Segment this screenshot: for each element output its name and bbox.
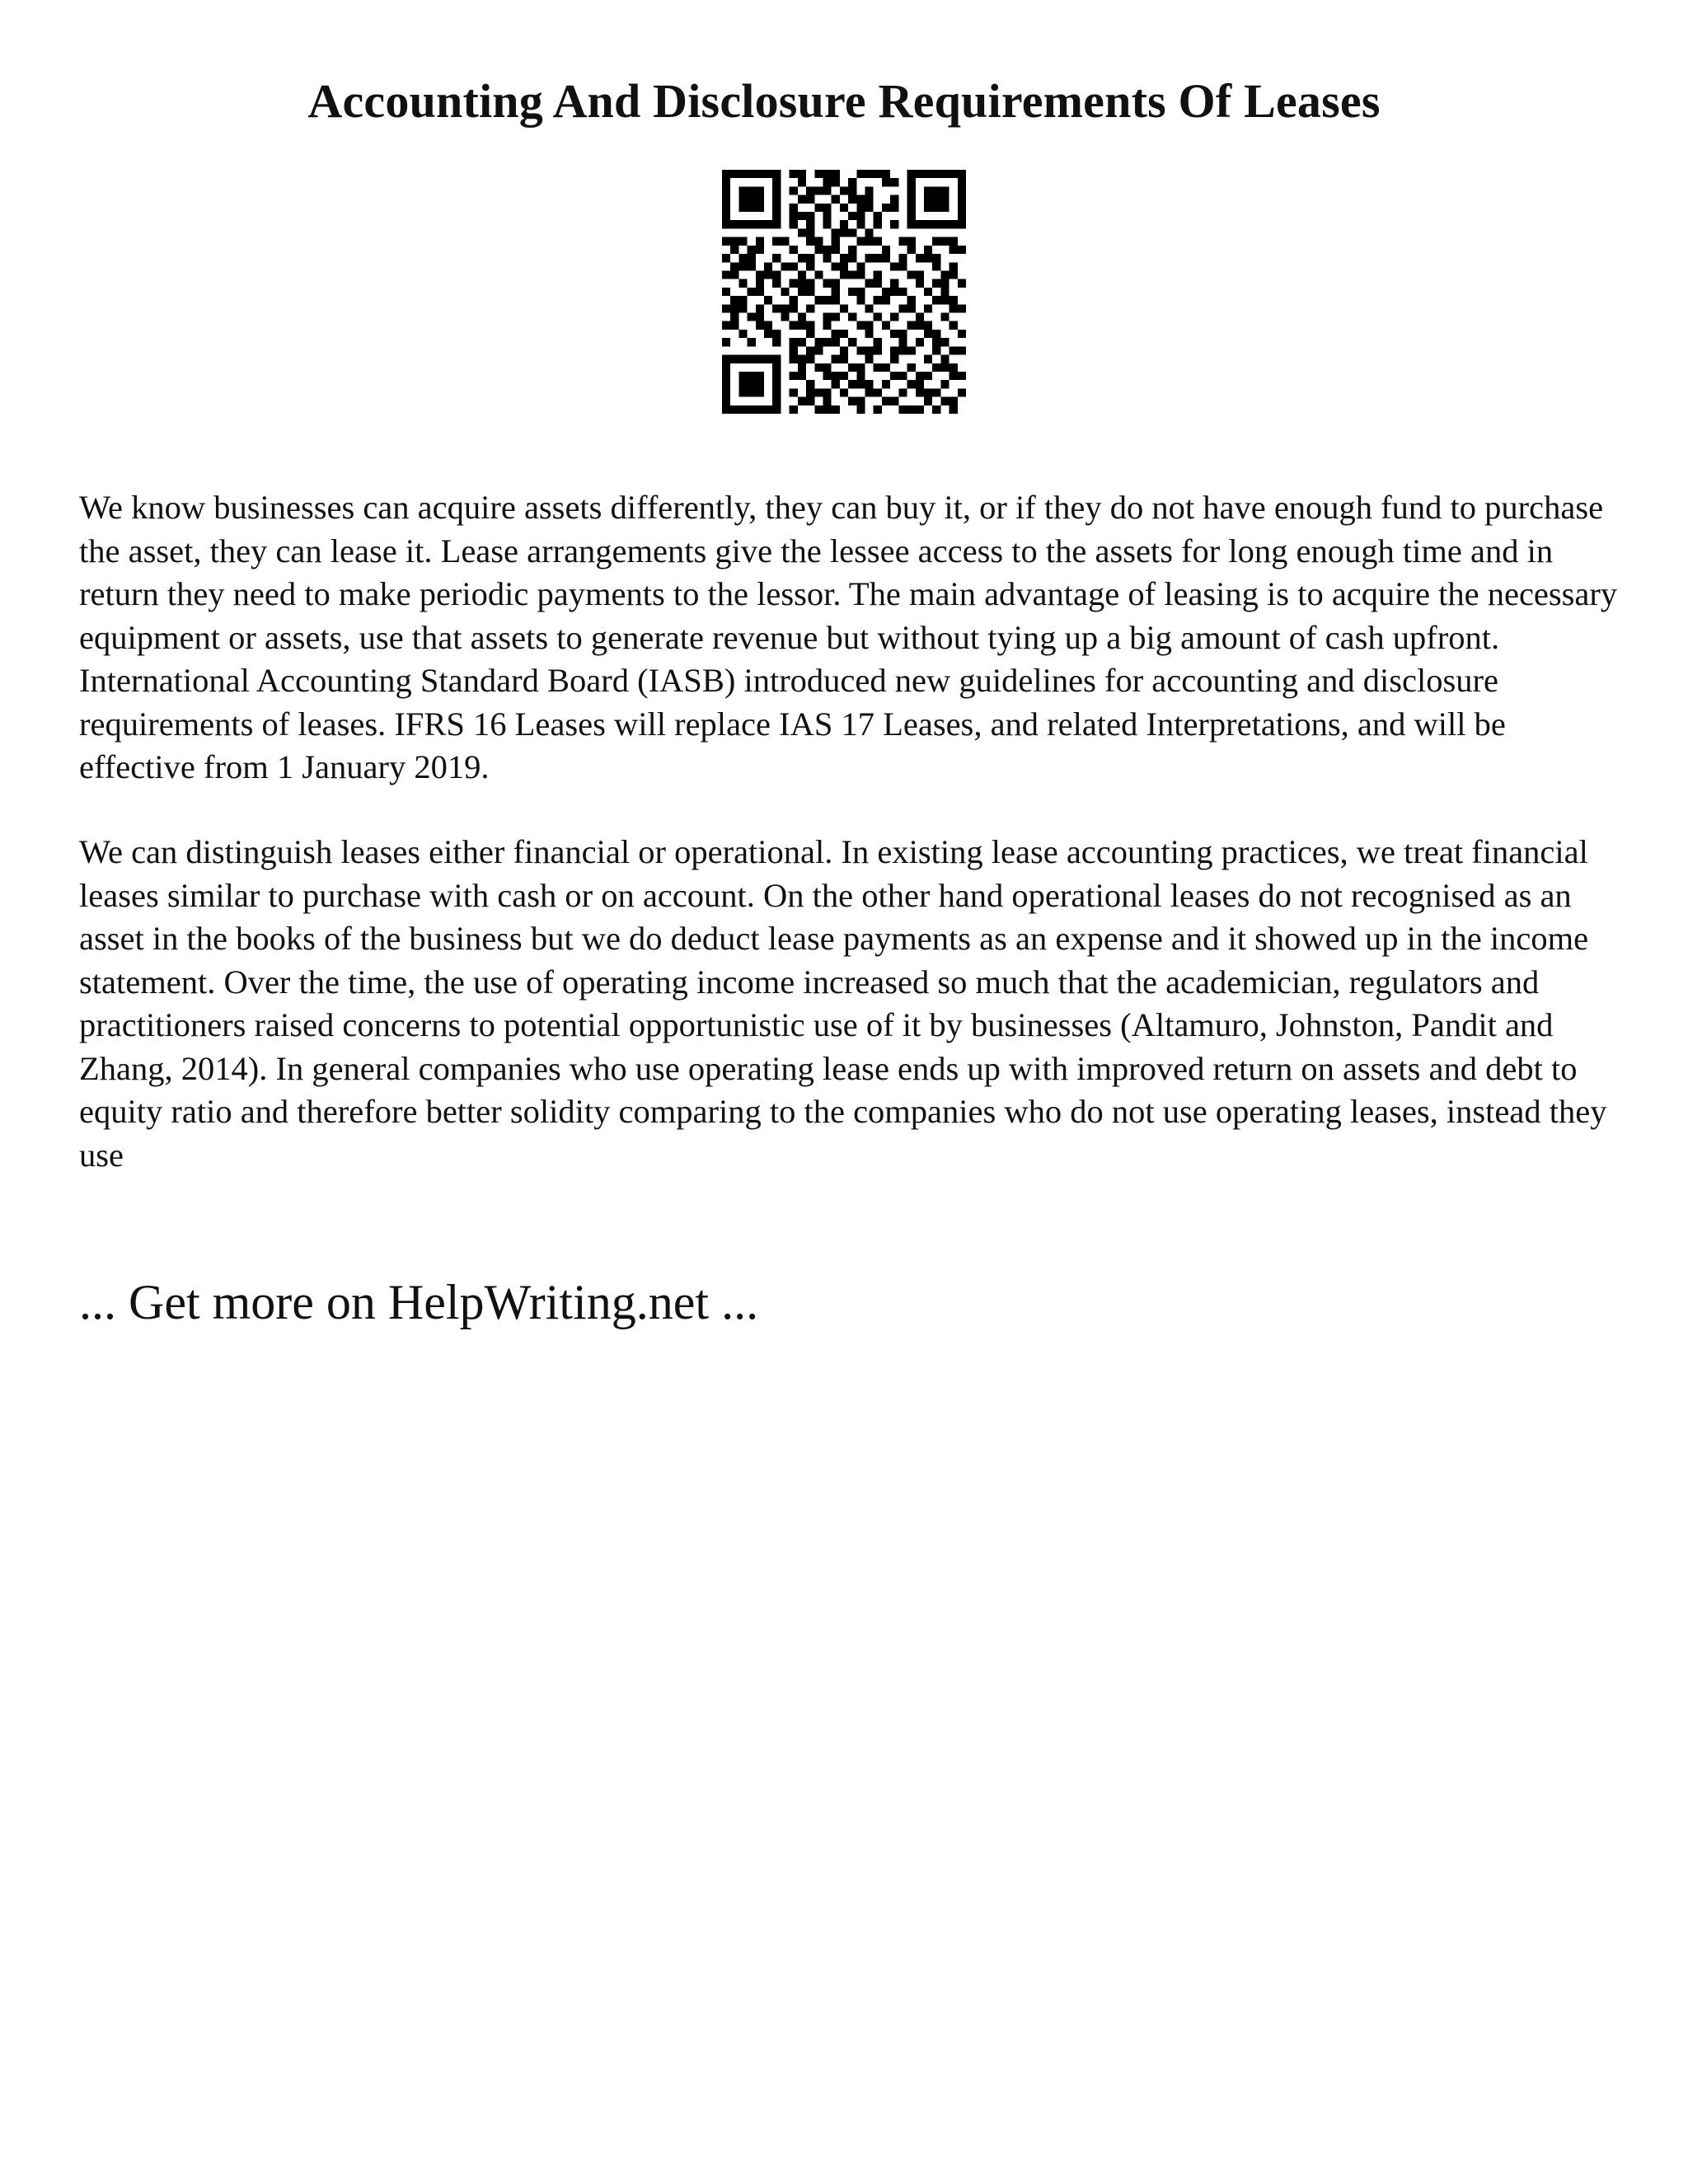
body-paragraph: We know businesses can acquire assets differently, they can buy it, or if they do not have enough fund to purchase the asset, they can lease it. Lease arrangements give the lessee access to the assets for long enough time and in return they need to make periodic payments to the lessor. The main advantage of leasing is to acquire the necessary equipment or assets, use that assets to generate revenue but without tying up a big amount of cash upfront. International Accounting Standard Board (IASB) introduced new guidelines for accounting and disclosure requirements of leases. IFRS 16 Leases will replace IAS 17 Leases, and related Interpretations, and will be effective from 1 January 2019.: [79, 489, 1618, 785]
qr-code-icon: [722, 170, 966, 414]
body-paragraph: We can distinguish leases either financial or operational. In existing lease accounting practices, we treat financial leases similar to purchase with cash or on account. On the other hand operational leases do not recognised as an asset in the books of the business but we do deduct lease payments as an expense and it showed up in the income statement. Over the time, the use of operating income increased so much that the academician, regulators and practitioners raised concerns to potential opportunistic use of it by businesses (Altamuro, Johnston, Pandit and Zhang, 2014). In general companies who use operating lease ends up with improved return on assets and debt to equity ratio and therefore better solidity comparing to the companies who do not use operating leases, instead they use: [79, 833, 1607, 1174]
get-more-link[interactable]: ... Get more on HelpWriting.net ...: [79, 1275, 759, 1329]
document-title: Accounting And Disclosure Requirements Of Leases: [307, 73, 1381, 128]
